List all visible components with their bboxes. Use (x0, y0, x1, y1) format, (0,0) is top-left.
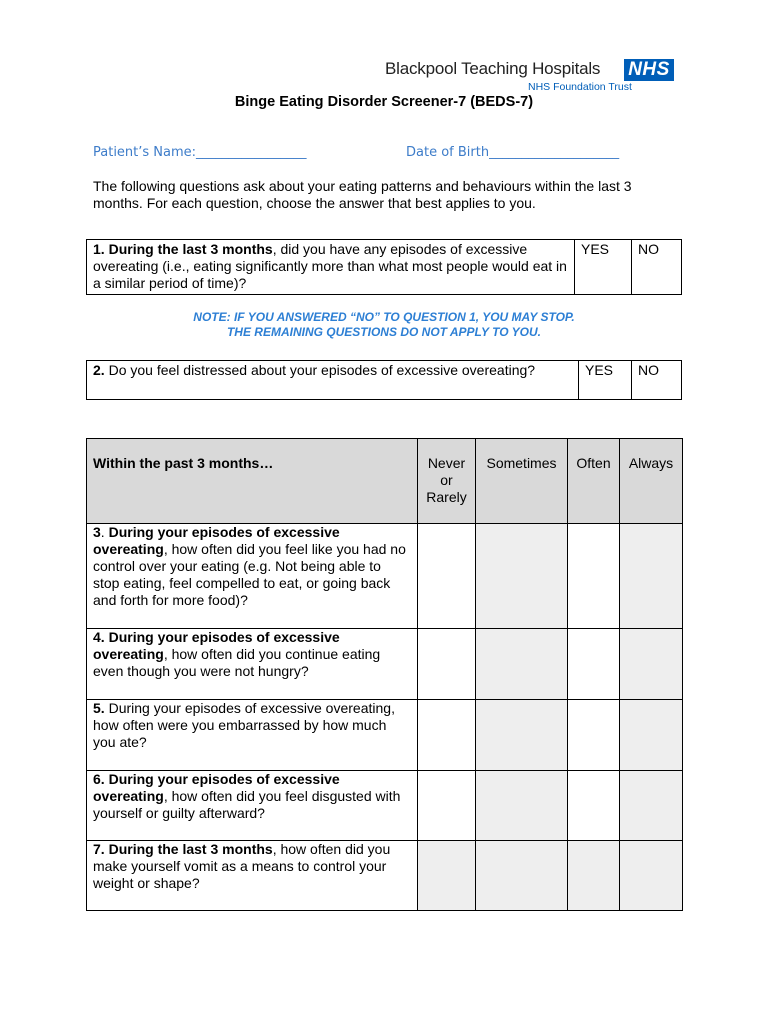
question-3-text: 3. During your episodes of excessive overeating, how often did you feel like you had no control over your eating (e.g. Not being able to stop eating, feel compelled to eat, or going back and forth for more food)? (87, 524, 418, 629)
stop-note (0, 310, 768, 340)
date-of-birth-field[interactable]: Date of Birth____________________ (406, 145, 620, 160)
question-2-text (87, 361, 579, 400)
question-bold-text: During your episodes of excessive overeating (93, 771, 340, 804)
question-4-text (87, 629, 418, 700)
q4-often-cell[interactable] (568, 629, 620, 700)
q1-no-option[interactable]: NO (632, 240, 682, 295)
question-text: , how often did you make yourself vomit as a means to control your weight or shape? (93, 841, 391, 891)
question-row-4 (87, 629, 683, 700)
q6-sometimes-cell[interactable] (476, 771, 568, 841)
org-name: Blackpool Teaching Hospitals (385, 59, 601, 78)
q4-always-cell[interactable] (620, 629, 683, 700)
question-text: , did you have any episodes of excessive overeating (i.e., eating significantly more than what most people would eat in a similar period of time)? (93, 241, 567, 291)
q2-yes-option[interactable]: YES (579, 361, 632, 400)
question-bold-text: During your episodes of excessive overeating (93, 629, 340, 662)
q3-never-rarely-cell[interactable] (418, 524, 476, 629)
frequency-table (86, 438, 683, 911)
question-bold-text: During your episodes of excessive overeating (93, 524, 340, 557)
question-number: 7. (93, 841, 105, 857)
q5-often-cell[interactable] (568, 700, 620, 771)
q7-always-cell[interactable] (620, 841, 683, 911)
q5-always-cell[interactable] (620, 700, 683, 771)
question-text: , how often did you feel like you had no control over your eating (e.g. Not being able to stop eating, feel compelled to eat, or going back and forth for more food)? (93, 541, 406, 608)
question-number: 1. (93, 241, 105, 257)
q6-never-rarely-cell[interactable] (418, 771, 476, 841)
q4-sometimes-cell[interactable] (476, 629, 568, 700)
question-number: 3 (93, 524, 101, 540)
q5-never-rarely-cell[interactable] (418, 700, 476, 771)
frequency-header: Within the past 3 months… (87, 439, 418, 524)
q7-often-cell[interactable] (568, 841, 620, 911)
option-often: Often (568, 439, 620, 524)
question-text: , how often did you continue eating even though you were not hungry? (93, 646, 381, 679)
question-1-text (87, 240, 575, 295)
question-number: 6. (93, 771, 105, 787)
q3-sometimes-cell[interactable] (476, 524, 568, 629)
q7-never-rarely-cell[interactable] (418, 841, 476, 911)
page-title: Binge Eating Disorder Screener-7 (BEDS-7) (234, 94, 534, 110)
question-row-6 (87, 771, 683, 841)
question-bold-text: During the last 3 months (108, 841, 273, 857)
q6-often-cell[interactable] (568, 771, 620, 841)
question-number: 2. (93, 362, 105, 378)
q7-sometimes-cell[interactable] (476, 841, 568, 911)
q5-sometimes-cell[interactable] (476, 700, 568, 771)
question-bold-text: During the last 3 months (108, 241, 273, 257)
note-line-2: THE REMAINING QUESTIONS DO NOT APPLY TO YOU. (226, 325, 542, 339)
question-7-text (87, 841, 418, 911)
nhs-badge: NHS (624, 59, 674, 81)
question-5-text (87, 700, 418, 771)
q4-never-rarely-cell[interactable] (418, 629, 476, 700)
hospital-logo (385, 59, 681, 99)
question-2-table (86, 360, 682, 400)
q1-yes-option[interactable]: YES (575, 240, 632, 295)
question-row-5 (87, 700, 683, 771)
question-number: 5. (93, 700, 105, 716)
q3-often-cell[interactable] (568, 524, 620, 629)
intro-text: The following questions ask about your eating patterns and behaviours within the last 3 months. For each question, choose the answer that best applies to you. (93, 178, 632, 211)
question-row-7 (87, 841, 683, 911)
note-line-1: NOTE: IF YOU ANSWERED “NO” TO QUESTION 1, YOU MAY STOP. (193, 310, 575, 324)
question-text: During your episodes of excessive overeating, how often were you embarrassed by how much you ate? (93, 700, 395, 750)
q2-no-option[interactable]: NO (632, 361, 682, 400)
question-6-text (87, 771, 418, 841)
option-never-rarely: Never or Rarely (418, 439, 476, 524)
q3-always-cell[interactable] (620, 524, 683, 629)
option-sometimes: Sometimes (476, 439, 568, 524)
question-row-3 (87, 524, 683, 629)
trust-name: NHS Foundation Trust (528, 81, 632, 93)
option-always: Always (620, 439, 683, 524)
question-1-table (86, 239, 682, 295)
patient-name-field[interactable]: Patient’s Name:_________________ (93, 145, 307, 160)
question-text: , how often did you feel disgusted with yourself or guilty afterward? (93, 788, 401, 821)
q6-always-cell[interactable] (620, 771, 683, 841)
question-text: Do you feel distressed about your episodes of excessive overeating? (104, 362, 536, 378)
question-number: 4. (93, 629, 105, 645)
